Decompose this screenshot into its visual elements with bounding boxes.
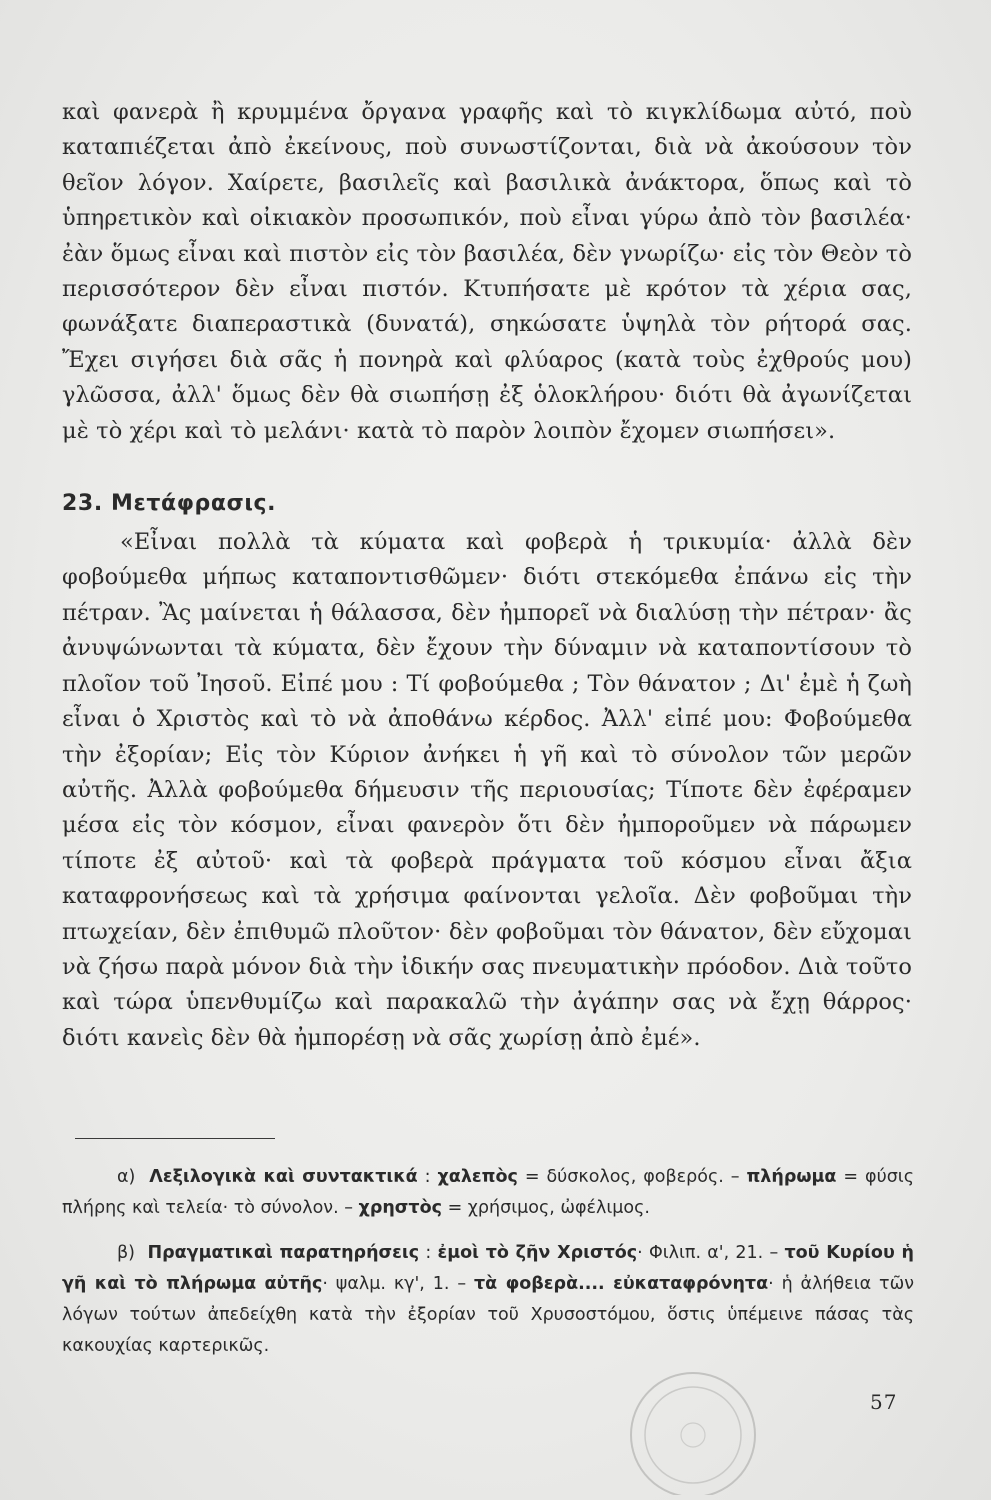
- footnote-a-def-2: = φύσις πλήρης καὶ τελεία· τὸ σύνολον. –: [62, 1167, 914, 1218]
- library-stamp-icon: [618, 1355, 768, 1495]
- footnote-b-term-3: τὰ φοβερὰ.... εὐκαταφρόνητα: [473, 1274, 769, 1294]
- footnote-b-heading: Πραγματικαὶ παρατηρήσεις: [147, 1243, 420, 1263]
- footnote-b-marker: β): [117, 1243, 135, 1263]
- footnote-a-term-1: χαλεπὸς: [437, 1167, 518, 1187]
- paragraph-continuation: καὶ φανερὰ ἢ κρυμμένα ὄργανα γραφῆς καὶ τὸ κιγκλίδωμα αὐτό, ποὺ καταπιέζεται ἀπὸ ἐκείνους, ποὺ συνωστίζονται, διὰ νὰ ἀκούσουν τὸν θεῖον λόγον. Χαίρετε, βασιλεῖς καὶ βασιλικὰ ἀνάκτορα, ὅπως καὶ τὸ ὑπηρετικὸν καὶ οἰκιακὸν προσωπικόν, ποὺ εἶναι γύρω ἀπὸ τὸν βασιλέα· ἐὰν ὅμως εἶναι καὶ πιστὸν εἰς τὸν βασιλέα, δὲν γνωρίζω· εἰς τὸν Θεὸν τὸ περισσότερον δὲν εἶναι πιστόν. Κτυπήσατε μὲ κρότον τὰ χέρια σας, φωνάξατε διαπεραστικὰ (δυνατά), σηκώσατε ὑψηλὰ τὸν ρήτορά σας. Ἔχει σιγήσει διὰ σᾶς ἡ πονηρὰ καὶ φλύαρος (κατὰ τοὺς ἐχθρούς μου) γλῶσσα, ἀλλ' ὅμως δὲν θὰ σιωπήσῃ ἐξ ὁλοκλήρου· διότι θὰ ἀγωνίζεται μὲ τὸ χέρι καὶ τὸ μελάνι· κατὰ τὸ παρὸν λοιπὸν ἔχομεν σιωπήσει».: [62, 99, 912, 444]
- footnote-b-def-1: · Φιλιπ. α', 21. –: [637, 1243, 785, 1263]
- footnote-a-def-1: = δύσκολος, φοβερός. –: [517, 1167, 747, 1187]
- main-text: [62, 95, 912, 1056]
- page-number: 57: [870, 1390, 898, 1414]
- footnote-a: [62, 1162, 914, 1224]
- footnote-b-def-2: · ψαλμ. κγ', 1. –: [322, 1274, 474, 1294]
- footnote-a-marker: α): [117, 1167, 136, 1187]
- footnote-a-sep: :: [417, 1167, 438, 1187]
- footnote-b-sep: :: [419, 1243, 438, 1263]
- footnote-a-def-3: = χρήσιμος, ὠφέλιμος.: [442, 1198, 650, 1218]
- footnote-b: [62, 1238, 914, 1362]
- section-paragraph: «Εἶναι πολλὰ τὰ κύματα καὶ φοβερὰ ἡ τρικυμία· ἀλλὰ δὲν φοβούμεθα μήπως καταποντισθῶμεν· διότι στεκόμεθα ἐπάνω εἰς τὴν πέτραν. Ἂς μαίνεται ἡ θάλασσα, δὲν ἠμπορεῖ νὰ διαλύσῃ τὴν πέτραν· ἂς ἀνυψώνωνται τὰ κύματα, δὲν ἔχουν τὴν δύναμιν νὰ καταποντίσουν τὸ πλοῖον τοῦ Ἰησοῦ. Εἰπέ μου : Τί φοβούμεθα ; Τὸν θάνατον ; Δι' ἐμὲ ἡ ζωὴ εἶναι ὁ Χριστὸς καὶ τὸ νὰ ἀποθάνω κέρδος. Ἀλλ' εἰπέ μου: Φοβούμεθα τὴν ἐξορίαν; Εἰς τὸν Κύριον ἀνήκει ἡ γῆ καὶ τὸ σύνολον τῶν μερῶν αὐτῆς. Ἀλλὰ φοβούμεθα δήμευσιν τῆς περιουσίας; Τίποτε δὲν ἐφέραμεν μέσα εἰς τὸν κόσμον, εἶναι φανερὸν ὅτι δὲν ἠμποροῦμεν νὰ πάρωμεν τίποτε ἐξ αὐτοῦ· καὶ τὰ φοβερὰ πράγματα τοῦ κόσμου εἶναι ἄξια καταφρονήσεως καὶ τὰ χρήσιμα φαίνονται γελοῖα. Δὲν φοβοῦμαι τὴν πτωχείαν, δὲν ἐπιθυμῶ πλοῦτον· δὲν φοβοῦμαι τὸν θάνατον, δὲν εὔχομαι νὰ ζήσω παρὰ μόνον διὰ τὴν ἰδικήν σας πνευματικὴν πρόοδον. Διὰ τοῦτο καὶ τώρα ὑπενθυμίζω καὶ παρακαλῶ τὴν ἀγάπην σας νὰ ἔχῃ θάρρος· διότι κανεὶς δὲν θὰ ἠμπορέσῃ νὰ σᾶς χωρίσῃ ἀπὸ ἐμέ».: [62, 529, 912, 1051]
- footnote-divider: [75, 1138, 275, 1139]
- footnote-a-term-3: χρηστὸς: [358, 1198, 442, 1218]
- footnote-a-term-2: πλήρωμα: [746, 1167, 837, 1187]
- footnote-b-term-2: τοῦ Κυρίου ἡ γῆ καὶ τὸ πλήρωμα αὐτῆς: [62, 1243, 914, 1294]
- footnotes: [62, 1162, 914, 1376]
- footnote-b-def-3: · ἡ ἀλήθεια τῶν λόγων τούτων ἀπεδείχθη κατὰ τὴν ἐξορίαν τοῦ Χρυσοστόμου, ὅστις ὑπέμεινε πάσας τὰς κακουχίας καρτερικῶς.: [62, 1274, 915, 1356]
- section-heading: 23. Μετάφρασις.: [62, 491, 277, 517]
- footnote-b-term-1: ἐμοὶ τὸ ζῆν Χριστός: [437, 1243, 638, 1263]
- footnote-a-heading: Λεξιλογικὰ καὶ συντακτικά: [149, 1167, 418, 1187]
